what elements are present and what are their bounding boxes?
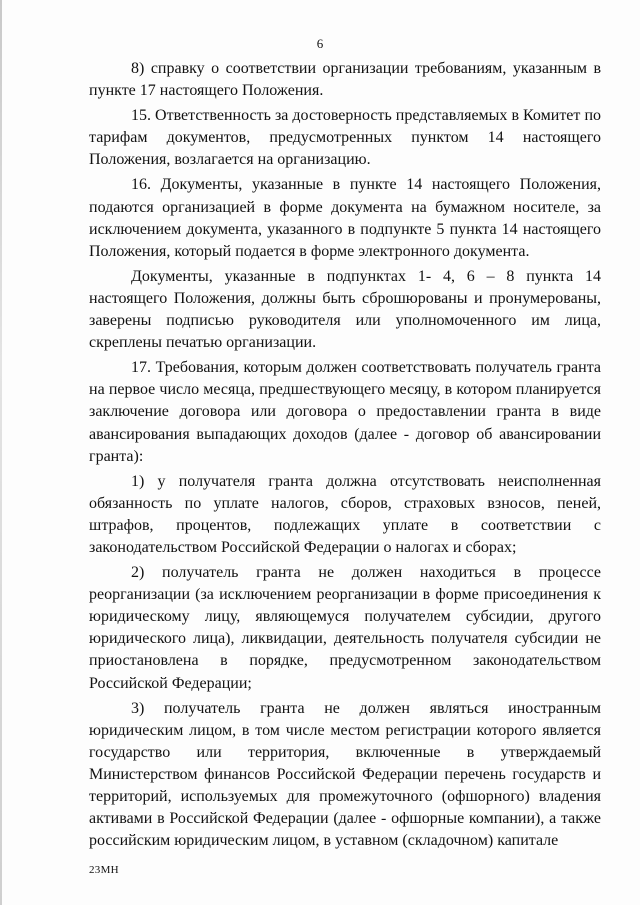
paragraph-15: 15. Ответственность за достоверность представляемых в Комитет по тарифам документов, предусмотренных пунктом 14 настоящего Положения, возлагается на организацию.	[89, 107, 601, 169]
page-number: 6	[316, 36, 324, 51]
paragraph-17: 17. Требования, которым должен соответствовать получатель гранта на первое число месяца, предшествующего месяцу, в котором планируется заключение договора или договора о предоставлении гранта в виде авансирования выпадающих доходов (далее - договор об авансировании гранта):	[89, 359, 601, 465]
footer-code: 23МН	[89, 864, 119, 876]
paragraph-16: 16. Документы, указанные в пункте 14 настоящего Положения, подаются организацией в форме документа на бумажном носителе, за исключением документа, указанного в подпункте 5 пункта 14 настоящего Положения, который подается в форме электронного документа.	[89, 176, 601, 260]
paragraph-item-8: 8) справку о соответствии организации требованиям, указанным в пункте 17 настоящего Положения.	[89, 60, 601, 100]
document-body	[89, 58, 601, 852]
paragraph-16-documents: Документы, указанные в подпунктах 1- 4, 6 – 8 пункта 14 настоящего Положения, должны быть сброшюрованы и пронумерованы, заверены подписью руководителя или уполномоченного им лица, скреплены печатью организации.	[89, 267, 601, 352]
paragraph-17-item-2: 2) получатель гранта не должен находиться в процессе реорганизации (за исключением реорганизации в форме присоединения к юридическому лицу, являющемуся получателем субсидии, другого юридического лица), ликвидации, деятельность получателя субсидии не приостановлена в порядке, предусмотренном законодательством Российской Федерации;	[89, 564, 601, 692]
scan-edge	[0, 0, 2, 905]
paragraph-17-item-3: 3) получатель гранта не должен являться иностранным юридическим лицом, в том числе местом регистрации которого является государство или территория, включенные в утверждаемый Министерством финансов Российской Федерации перечень государств и территорий, используемых для промежуточного (офшорного) владения активами в Российской Федерации (далее - офшорные компании), а также российским юридическим лицом, в уставном (складочном) капитале	[89, 699, 601, 850]
paragraph-17-item-1: 1) у получателя гранта должна отсутствовать неисполненная обязанность по уплате налогов, сборов, страховых взносов, пеней, штрафов, процентов, подлежащих уплате в соответствии с законодательством Российской Федерации о налогах и сборах;	[89, 472, 601, 556]
